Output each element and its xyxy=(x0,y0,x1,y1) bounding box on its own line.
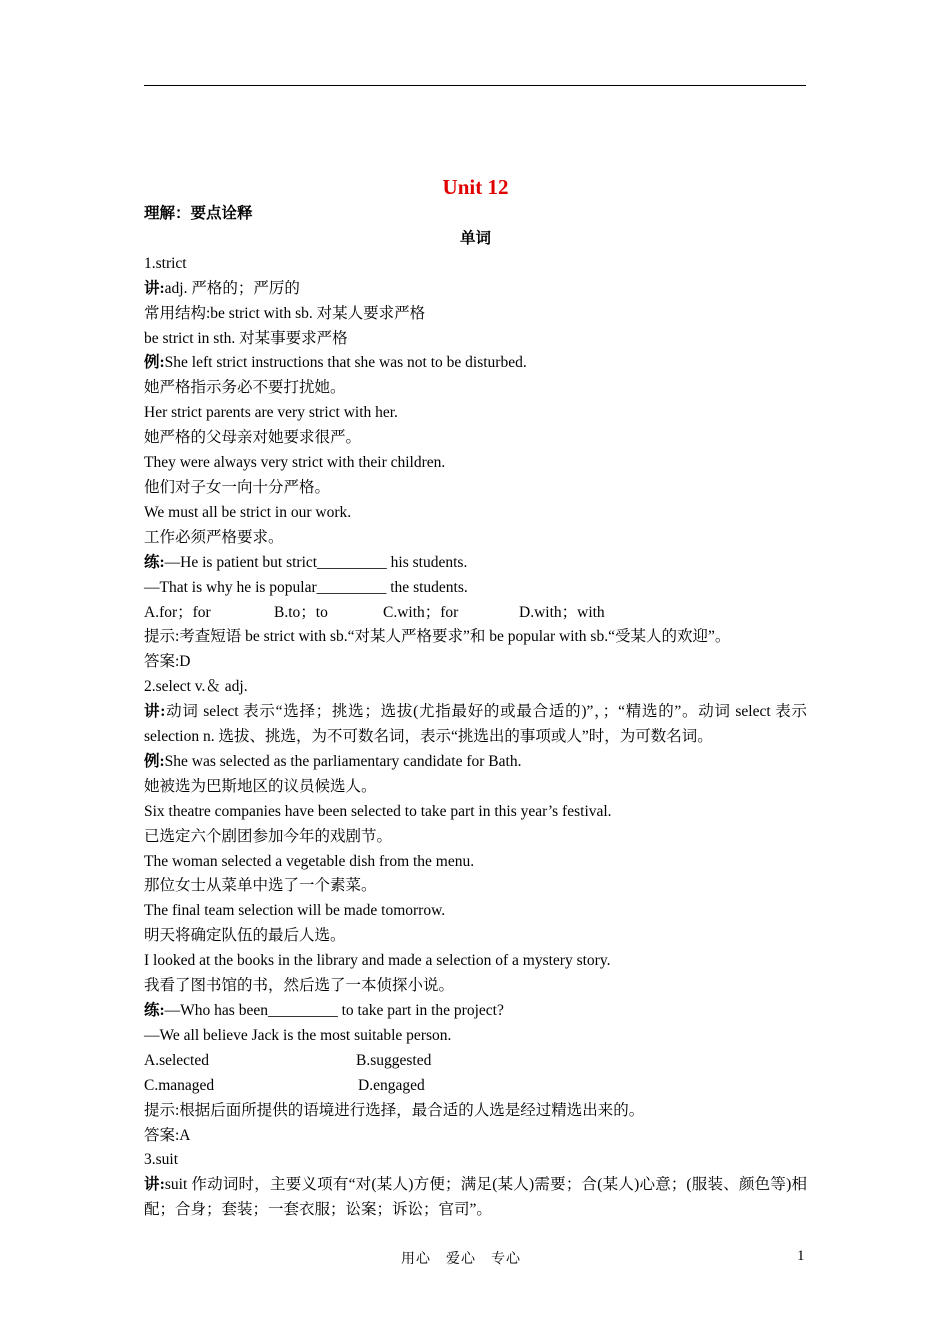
line-text: —We all believe Jack is the most suitable person. xyxy=(144,1026,452,1044)
line-text: 提示:考查短语 be strict with sb.“对某人严格要求”和 be popular with sb.“受某人的欢迎”。 xyxy=(144,628,731,646)
q2-option-c: C.managed xyxy=(144,1076,215,1094)
q1-option-d: D.with；with xyxy=(519,603,605,621)
text-line xyxy=(144,401,807,426)
q2-option-d: D.engaged xyxy=(358,1076,425,1094)
suit-explanation xyxy=(144,1173,807,1223)
line-text: 1.strict xyxy=(144,254,187,272)
line-text: The final team selection will be made tomorrow. xyxy=(144,902,446,920)
text-line xyxy=(144,252,807,277)
q2-option-b: B.suggested xyxy=(356,1051,432,1069)
text-line xyxy=(144,1099,807,1124)
select-explanation xyxy=(144,700,807,750)
page-number: 1 xyxy=(797,1248,805,1264)
line-text: She left strict instructions that she was not to be disturbed. xyxy=(164,354,527,372)
line-text: 她严格的父母亲对她要求很严。 xyxy=(144,429,362,447)
text-line xyxy=(144,850,807,875)
text-line xyxy=(144,426,807,451)
line-text: I looked at the books in the library and made a selection of a mystery story. xyxy=(144,952,611,970)
question-2-options-row-2 xyxy=(144,1074,807,1099)
document-body xyxy=(144,174,807,1223)
line-text: be strict in sth. 对某事要求严格 xyxy=(144,329,348,347)
suit-header xyxy=(144,1099,807,1174)
line-text: They were always very strict with their children. xyxy=(144,454,446,472)
text-line xyxy=(144,327,807,352)
text-line xyxy=(144,800,807,825)
text-line xyxy=(144,551,807,576)
header-rule xyxy=(144,85,806,86)
line-text: —That is why he is popular_________ the students. xyxy=(144,578,468,596)
text-line xyxy=(144,1148,807,1173)
line-text: The woman selected a vegetable dish from the menu. xyxy=(144,852,475,870)
strict-entry xyxy=(144,252,807,601)
line-text: 她被选为巴斯地区的议员候选人。 xyxy=(144,777,377,795)
text-line xyxy=(144,576,807,601)
line-text: adj. 严格的；严厉的 xyxy=(164,279,300,297)
text-line xyxy=(144,675,807,700)
text-line xyxy=(144,351,807,376)
text-line xyxy=(144,451,807,476)
text-line xyxy=(144,302,807,327)
line-text: Her strict parents are very strict with her. xyxy=(144,404,398,422)
line-prefix: 练: xyxy=(144,1002,165,1019)
text-line xyxy=(144,949,807,974)
line-text: 已选定六个剧团参加今年的戏剧节。 xyxy=(144,827,393,845)
text-line xyxy=(144,526,807,551)
text-line xyxy=(144,625,807,650)
line-text: Six theatre companies have been selected to take part in this year’s festival. xyxy=(144,802,612,820)
section-heading: 理解：要点诠释 xyxy=(144,205,253,222)
text-line xyxy=(144,376,807,401)
line-text: She was selected as the parliamentary candidate for Bath. xyxy=(164,752,522,770)
text-line xyxy=(144,1024,807,1049)
q1-option-a: A.for；for xyxy=(144,603,211,621)
line-text: 答案:A xyxy=(144,1126,191,1144)
question-2-options-row-1 xyxy=(144,1049,807,1074)
line-text: 常用结构:be strict with sb. 对某人要求严格 xyxy=(144,304,426,322)
q1-option-b: B.to；to xyxy=(274,603,328,621)
line-text: 3.suit xyxy=(144,1151,179,1169)
unit-title: Unit 12 xyxy=(442,175,509,199)
text-line xyxy=(144,924,807,949)
footer-motto: 用心 爱心 专心 xyxy=(401,1251,521,1267)
line-text: —He is patient but strict_________ his students. xyxy=(164,553,468,571)
line-text: 提示:根据后面所提供的语境进行选择，最合适的人选是经过精选出来的。 xyxy=(144,1101,645,1119)
suit-explanation-text: suit 作动词时，主要义项有“对(某人)方便；满足(某人)需要；合(某人)心意；(服装、颜色等)相配；合身；套装；一套衣服；讼案；诉讼；官司”。 xyxy=(144,1176,807,1219)
line-prefix: 例: xyxy=(144,354,165,372)
text-line xyxy=(144,750,807,775)
text-line xyxy=(144,650,807,675)
text-line xyxy=(144,277,807,302)
text-line xyxy=(144,999,807,1024)
line-prefix: 例: xyxy=(144,752,165,770)
line-prefix: 讲: xyxy=(144,279,165,297)
explain-label: 讲: xyxy=(144,1176,165,1194)
line-text: We must all be strict in our work. xyxy=(144,503,352,521)
line-text: —Who has been_________ to take part in the project? xyxy=(164,1002,504,1019)
question-1-options xyxy=(144,601,807,626)
explain-label: 讲: xyxy=(144,703,166,721)
line-text: 答案:D xyxy=(144,653,191,671)
text-line xyxy=(144,874,807,899)
subsection-heading: 单词 xyxy=(459,229,491,247)
q2-option-a: A.selected xyxy=(144,1051,209,1069)
text-line xyxy=(144,501,807,526)
line-text: 明天将确定队伍的最后人选。 xyxy=(144,927,346,945)
text-line xyxy=(144,899,807,924)
line-prefix: 练: xyxy=(144,553,165,571)
select-explanation-text: 动词 select 表示“选择；挑选；选拔(尤指最好的或最合适的)”，；“精选的”。动词 select 表示 selection n. 选拔、挑选，为不可数名词，表示“挑选出的事项或人”时，为可数名词。 xyxy=(144,703,807,746)
text-line xyxy=(144,775,807,800)
select-header xyxy=(144,625,807,700)
q1-option-c: C.with；for xyxy=(383,603,459,621)
text-line xyxy=(144,1124,807,1149)
text-line xyxy=(144,476,807,501)
line-text: 2.select v.＆ adj. xyxy=(144,678,248,696)
line-text: 我看了图书馆的书，然后选了一本侦探小说。 xyxy=(144,977,455,995)
select-examples xyxy=(144,750,807,1049)
line-text: 她严格指示务必不要打扰她。 xyxy=(144,379,346,397)
line-text: 那位女士从菜单中选了一个素菜。 xyxy=(144,877,377,895)
line-text: 他们对子女一向十分严格。 xyxy=(144,478,331,496)
text-line xyxy=(144,974,807,999)
line-text: 工作必须严格要求。 xyxy=(144,528,284,546)
text-line xyxy=(144,825,807,850)
